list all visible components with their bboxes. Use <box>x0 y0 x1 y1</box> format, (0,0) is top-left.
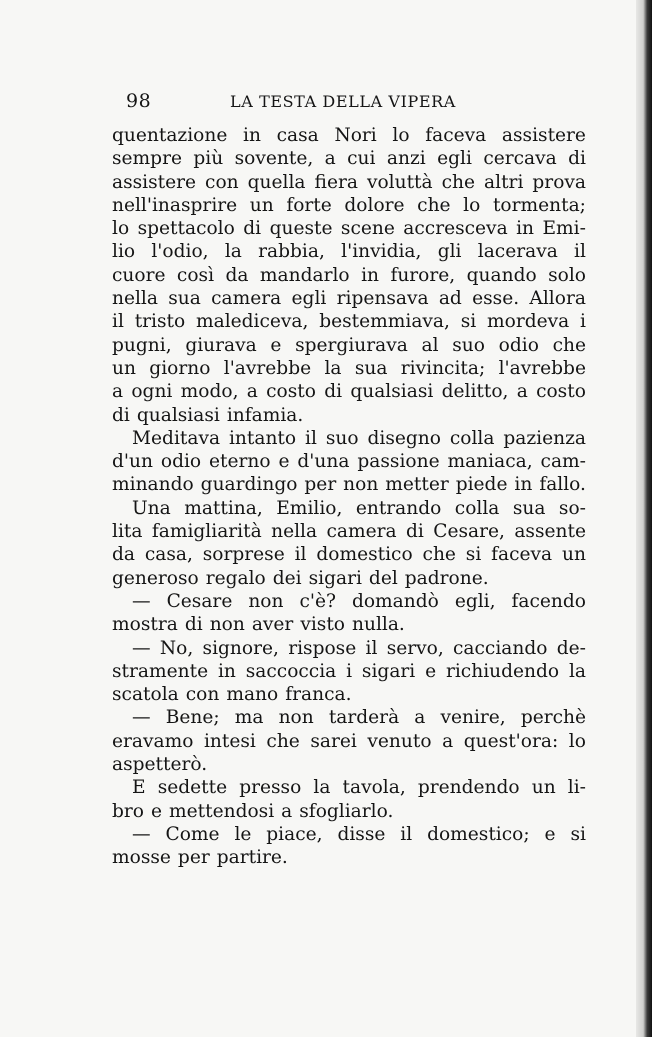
word: quando <box>466 264 537 286</box>
word: — <box>132 707 151 729</box>
word: il <box>112 311 124 333</box>
word: prova <box>532 171 586 193</box>
word: di <box>243 218 262 240</box>
word: scene <box>340 218 395 240</box>
word: faceva <box>425 125 487 146</box>
word: i <box>580 311 586 333</box>
word: la <box>313 777 331 799</box>
text-line <box>112 660 586 683</box>
text-line <box>112 637 586 660</box>
word: e <box>270 334 282 356</box>
text-line <box>112 520 586 543</box>
word: di <box>568 148 586 170</box>
word: suo <box>452 334 485 356</box>
word: ma <box>234 707 264 729</box>
word: Cesare, <box>433 521 505 543</box>
word: con <box>205 171 239 193</box>
text-line <box>112 334 586 357</box>
word: lacerava <box>477 241 558 263</box>
word: stramente <box>112 660 209 682</box>
word: egli <box>437 148 472 170</box>
word: in <box>516 218 535 240</box>
word: cuore <box>112 264 166 286</box>
word: che <box>266 730 300 752</box>
word: in <box>514 474 533 496</box>
word: delitto, <box>441 381 509 403</box>
word: l'odio, <box>151 241 209 263</box>
word: colla <box>449 427 495 449</box>
word: di <box>405 521 424 543</box>
word: domestico <box>316 544 413 566</box>
word: cam- <box>540 451 586 473</box>
word: Emi- <box>542 218 586 240</box>
word: tristo <box>134 311 186 333</box>
word: forte <box>286 194 332 216</box>
word: altri <box>484 171 524 193</box>
word: mandarlo <box>259 264 350 286</box>
word: un <box>562 544 586 566</box>
word: si <box>570 823 586 845</box>
text-line <box>112 776 586 799</box>
word: per <box>304 474 337 496</box>
word: rivincita; <box>400 357 486 379</box>
word: tarderà <box>328 707 400 729</box>
word: più <box>193 148 224 170</box>
word: assente <box>514 521 586 543</box>
word: a <box>281 800 293 822</box>
text-line <box>112 613 586 636</box>
word: perchè <box>520 707 586 729</box>
word: lo <box>392 125 410 146</box>
word: piede <box>455 474 508 496</box>
word: quentazione <box>112 125 228 146</box>
word: colla <box>454 497 500 519</box>
word: — <box>132 823 151 845</box>
word: esse. <box>472 288 520 310</box>
word: assistere <box>112 171 197 193</box>
word: sovente, <box>234 148 314 170</box>
word: regalo <box>205 567 266 589</box>
word: odio <box>160 451 202 473</box>
word: voluttà <box>366 171 433 193</box>
word: mano <box>226 684 279 706</box>
word: egli, <box>454 590 496 612</box>
word: d'una <box>297 451 350 473</box>
word: pazienza <box>503 427 586 449</box>
word: mosse <box>112 847 171 869</box>
word: qualsiasi <box>136 404 220 426</box>
word: e <box>425 660 437 682</box>
word: signore, <box>202 637 279 659</box>
word: la <box>568 660 586 682</box>
word: sigari <box>308 567 362 589</box>
word: lo <box>568 730 586 752</box>
word: non <box>248 590 284 612</box>
word: in <box>243 125 261 146</box>
word: solo <box>548 264 586 286</box>
word: spergiurava <box>295 334 408 356</box>
word: Una <box>132 497 171 519</box>
word: dei <box>272 567 302 589</box>
word: giorno <box>149 357 211 379</box>
word: gli <box>437 241 462 263</box>
text-line <box>112 473 586 496</box>
word: sarei <box>310 730 357 752</box>
word: camera <box>326 521 397 543</box>
word: rispose <box>288 637 357 659</box>
word: bro <box>112 800 144 822</box>
text-line <box>112 497 586 520</box>
word: odio <box>498 334 539 356</box>
word: che <box>422 544 456 566</box>
text-line <box>112 217 586 240</box>
word: Cesare <box>166 590 233 612</box>
word: a <box>112 381 124 403</box>
word: nella <box>112 288 158 310</box>
text-line <box>112 357 586 380</box>
word: minando <box>112 474 194 496</box>
word: ad <box>438 288 462 310</box>
text-line <box>112 706 586 729</box>
text-line <box>112 264 586 287</box>
word: lio <box>112 241 136 263</box>
word: camera <box>211 288 282 310</box>
word: un <box>531 777 556 799</box>
word: di <box>112 404 130 426</box>
word: — <box>132 637 151 659</box>
word: richiudendo <box>445 660 560 682</box>
word: Meditava <box>132 427 221 449</box>
word: fiera <box>314 171 358 193</box>
text-line <box>112 171 586 194</box>
word: infamia. <box>226 404 304 426</box>
word: mettendosi <box>169 800 275 822</box>
word: quest'ora: <box>463 730 559 752</box>
text-line <box>112 823 586 846</box>
word: in <box>361 264 379 286</box>
text-line <box>112 567 586 590</box>
word: non <box>278 707 314 729</box>
page-header <box>118 90 588 116</box>
word: costo <box>266 381 316 403</box>
word: mostra <box>112 614 178 636</box>
word: così <box>176 264 215 286</box>
word: — <box>132 590 151 612</box>
word: suo <box>325 427 359 449</box>
word: intesi <box>203 730 256 752</box>
word: facendo <box>511 590 586 612</box>
text-line <box>112 543 586 566</box>
word: saccoccia <box>245 660 337 682</box>
word: a <box>414 707 426 729</box>
word: il <box>305 427 317 449</box>
word: la <box>224 241 242 263</box>
word: che <box>417 194 451 216</box>
running-title: LA TESTA DELLA VIPERA <box>230 92 456 111</box>
word: Bene; <box>165 707 220 729</box>
word: a <box>442 730 454 752</box>
word: giurava <box>185 334 257 356</box>
word: a <box>246 381 258 403</box>
word: c'è? <box>299 590 336 612</box>
text-line <box>112 287 586 310</box>
word: e <box>544 823 556 845</box>
word: venuto <box>367 730 432 752</box>
word: aver <box>251 614 294 636</box>
word: da <box>112 544 135 566</box>
word: che <box>441 171 476 193</box>
word: d'un <box>112 451 153 473</box>
word: entrando <box>355 497 442 519</box>
word: l'avrebbe <box>223 357 312 379</box>
word: casa, <box>144 544 193 566</box>
word: tormenta; <box>492 194 586 216</box>
word: sedette <box>157 777 228 799</box>
word: eravamo <box>112 730 194 752</box>
word: un <box>112 357 136 379</box>
word: nulla. <box>352 614 405 636</box>
word: eterno <box>209 451 271 473</box>
word: sua <box>168 288 201 310</box>
word: Come <box>165 823 220 845</box>
word: a <box>324 148 336 170</box>
word: pugni, <box>112 334 172 356</box>
word: sfogliarlo. <box>299 800 394 822</box>
word: partire. <box>216 847 288 869</box>
word: venire, <box>440 707 506 729</box>
word: cacciando <box>453 637 548 659</box>
word: Emilio, <box>276 497 343 519</box>
word: rabbia, <box>258 241 325 263</box>
word: visto <box>300 614 345 636</box>
word: prendendo <box>417 777 520 799</box>
text-line <box>112 194 586 217</box>
text-line <box>112 590 586 613</box>
word: e <box>278 451 290 473</box>
word: lo <box>112 218 130 240</box>
text-line <box>112 683 586 706</box>
word: guardingo <box>200 474 298 496</box>
word: ripensava <box>336 288 429 310</box>
word: ogni <box>131 381 173 403</box>
word: del <box>368 567 398 589</box>
body-text <box>112 124 586 870</box>
word: metter <box>385 474 449 496</box>
word: disse <box>337 823 386 845</box>
word: cercava <box>483 148 557 170</box>
word: non <box>209 614 245 636</box>
word: anzi <box>386 148 426 170</box>
text-line <box>112 310 586 333</box>
word: un <box>249 194 274 216</box>
text-line <box>112 753 586 776</box>
word: di <box>324 381 343 403</box>
word: dolore <box>344 194 405 216</box>
word: qualsiasi <box>350 381 434 403</box>
word: so- <box>558 497 586 519</box>
word: l'invidia, <box>341 241 422 263</box>
word: malediceva, <box>195 311 309 333</box>
word: No, <box>159 637 194 659</box>
word: al <box>421 334 439 356</box>
text-line <box>112 427 586 450</box>
word: egli <box>291 288 327 310</box>
word: il <box>574 241 586 263</box>
word: scatola <box>112 684 179 706</box>
word: non <box>343 474 379 496</box>
word: sua <box>512 497 546 519</box>
word: l'avrebbe <box>498 357 586 379</box>
word: domandò <box>351 590 439 612</box>
word: tavola, <box>342 777 406 799</box>
word: con <box>185 684 220 706</box>
word: fallo. <box>539 474 586 496</box>
word: Nori <box>334 125 377 146</box>
word: franca. <box>285 684 352 706</box>
word: assistere <box>501 125 586 146</box>
word: famigliarità <box>151 521 262 543</box>
word: sigari <box>361 660 416 682</box>
word: il <box>400 823 413 845</box>
word: E <box>132 777 146 799</box>
word: costo <box>536 381 586 403</box>
word: spettacolo <box>137 218 235 240</box>
word: padrone. <box>404 567 489 589</box>
word: il <box>365 637 378 659</box>
word: cui <box>347 148 376 170</box>
word: sempre <box>112 148 182 170</box>
word: piace, <box>266 823 323 845</box>
word: si <box>465 544 482 566</box>
text-line <box>112 800 586 823</box>
word: presso <box>239 777 302 799</box>
word: le <box>234 823 252 845</box>
word: sorprese <box>202 544 285 566</box>
text-line <box>112 846 586 869</box>
word: lita <box>112 521 143 543</box>
word: e <box>151 800 163 822</box>
word: generoso <box>112 567 199 589</box>
word: in <box>217 660 236 682</box>
word: a <box>516 381 528 403</box>
word: disegno <box>367 427 441 449</box>
text-line <box>112 450 586 473</box>
word: i <box>346 660 353 682</box>
word: servo, <box>386 637 444 659</box>
word: aspetterò. <box>112 754 208 776</box>
word: de- <box>556 637 586 659</box>
text-line <box>112 147 586 170</box>
text-line <box>112 124 586 147</box>
word: bestemmiava, <box>319 311 450 333</box>
book-spine-edge <box>636 0 652 1037</box>
text-line <box>112 240 586 263</box>
word: mattina, <box>184 497 263 519</box>
word: la <box>324 357 342 379</box>
word: casa <box>276 125 319 146</box>
word: il <box>294 544 307 566</box>
text-line <box>112 380 586 403</box>
word: lo <box>463 194 481 216</box>
word: intanto <box>228 427 297 449</box>
word: furore, <box>390 264 456 286</box>
word: domestico; <box>427 823 530 845</box>
word: da <box>225 264 249 286</box>
word: per <box>177 847 210 869</box>
word: queste <box>269 218 333 240</box>
word: Allora <box>529 288 586 310</box>
word: nella <box>271 521 318 543</box>
word: passione <box>357 451 440 473</box>
word: accresceva <box>403 218 508 240</box>
word: quella <box>247 171 306 193</box>
text-line <box>112 730 586 753</box>
word: li- <box>567 777 586 799</box>
word: sua <box>354 357 388 379</box>
word: nell'inasprire <box>112 194 238 216</box>
word: maniaca, <box>447 451 533 473</box>
word: faceva <box>491 544 553 566</box>
word: che <box>552 334 586 356</box>
word: modo, <box>180 381 239 403</box>
text-line <box>112 404 586 427</box>
word: si <box>460 311 477 333</box>
word: di <box>184 614 203 636</box>
page-number: 98 <box>126 90 152 112</box>
word: mordeva <box>487 311 570 333</box>
